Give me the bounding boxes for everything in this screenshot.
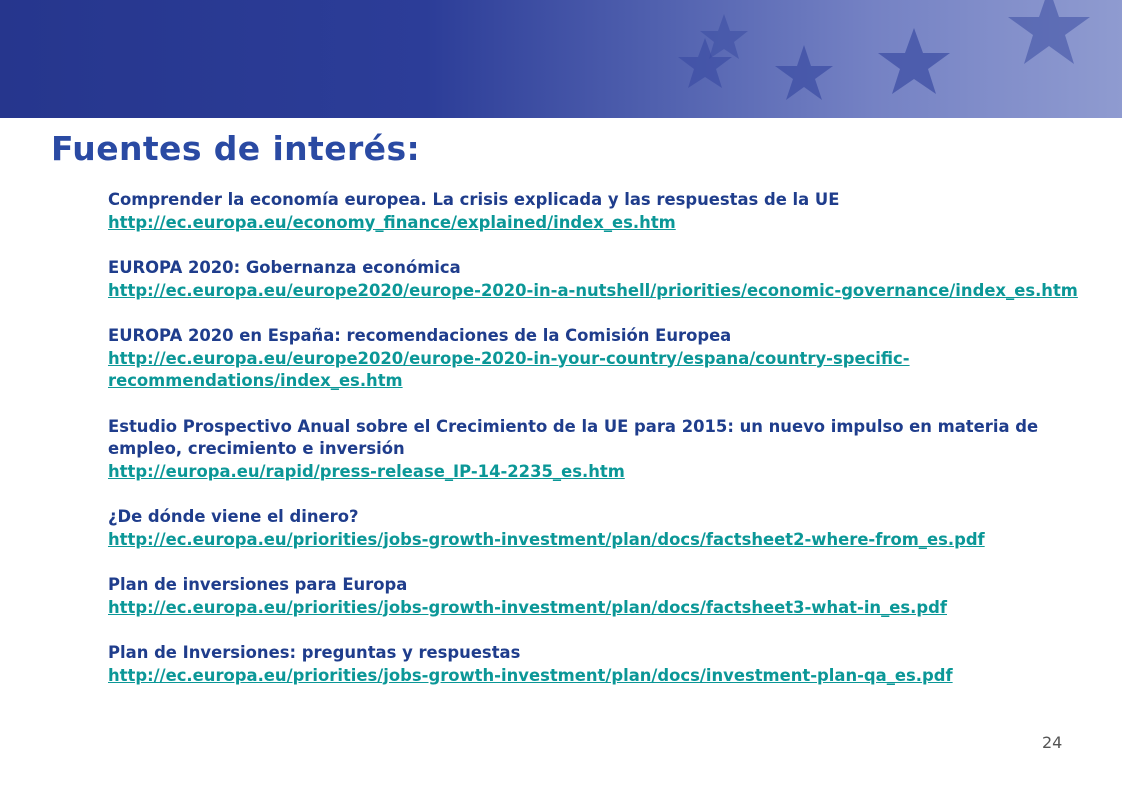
source-item: [108, 416, 1098, 484]
page-number: 24: [1042, 733, 1063, 752]
source-item: [108, 257, 1098, 302]
source-link[interactable]: http://ec.europa.eu/priorities/jobs-growth-investment/plan/docs/factsheet2-where-from_es.pdf: [108, 529, 985, 549]
source-label: Comprender la economía europea. La crisis explicada y las respuestas de la UE: [108, 190, 840, 209]
source-item: [108, 574, 1098, 619]
source-link[interactable]: http://ec.europa.eu/priorities/jobs-growth-investment/plan/docs/investment-plan-qa_es.pdf: [108, 665, 953, 685]
sources-list: [108, 189, 1098, 710]
source-item: [108, 642, 1098, 687]
source-label: EUROPA 2020 en España: recomendaciones de la Comisión Europea: [108, 326, 732, 345]
source-link[interactable]: http://ec.europa.eu/europe2020/europe-2020-in-a-nutshell/priorities/economic-governance/index_es.htm: [108, 280, 1078, 300]
star-icon: [1008, 0, 1090, 64]
source-link[interactable]: http://ec.europa.eu/europe2020/europe-2020-in-your-country/espana/country-specific-recommendations/index_es.htm: [108, 348, 910, 390]
source-label: ¿De dónde viene el dinero?: [108, 507, 359, 526]
source-link[interactable]: http://ec.europa.eu/economy_finance/explained/index_es.htm: [108, 212, 676, 232]
source-label: Plan de inversiones para Europa: [108, 575, 408, 594]
source-label: Plan de Inversiones: preguntas y respuestas: [108, 643, 521, 662]
eu-stars-banner: [0, 0, 1122, 118]
eu-stars-graphic: [0, 0, 1122, 118]
source-item: [108, 189, 1098, 234]
source-label: EUROPA 2020: Gobernanza económica: [108, 258, 461, 277]
source-item: [108, 506, 1098, 551]
source-label: Estudio Prospectivo Anual sobre el Crecimiento de la UE para 2015: un nuevo impulso en materia de empleo, crecimiento e inversión: [108, 416, 1039, 458]
star-icon: [878, 28, 950, 94]
page-title: Fuentes de interés:: [51, 129, 421, 168]
source-link[interactable]: http://ec.europa.eu/priorities/jobs-growth-investment/plan/docs/factsheet3-what-in_es.pdf: [108, 597, 947, 617]
star-icon: [775, 45, 833, 100]
source-link[interactable]: http://europa.eu/rapid/press-release_IP-14-2235_es.htm: [108, 461, 625, 481]
source-item: [108, 325, 1098, 393]
